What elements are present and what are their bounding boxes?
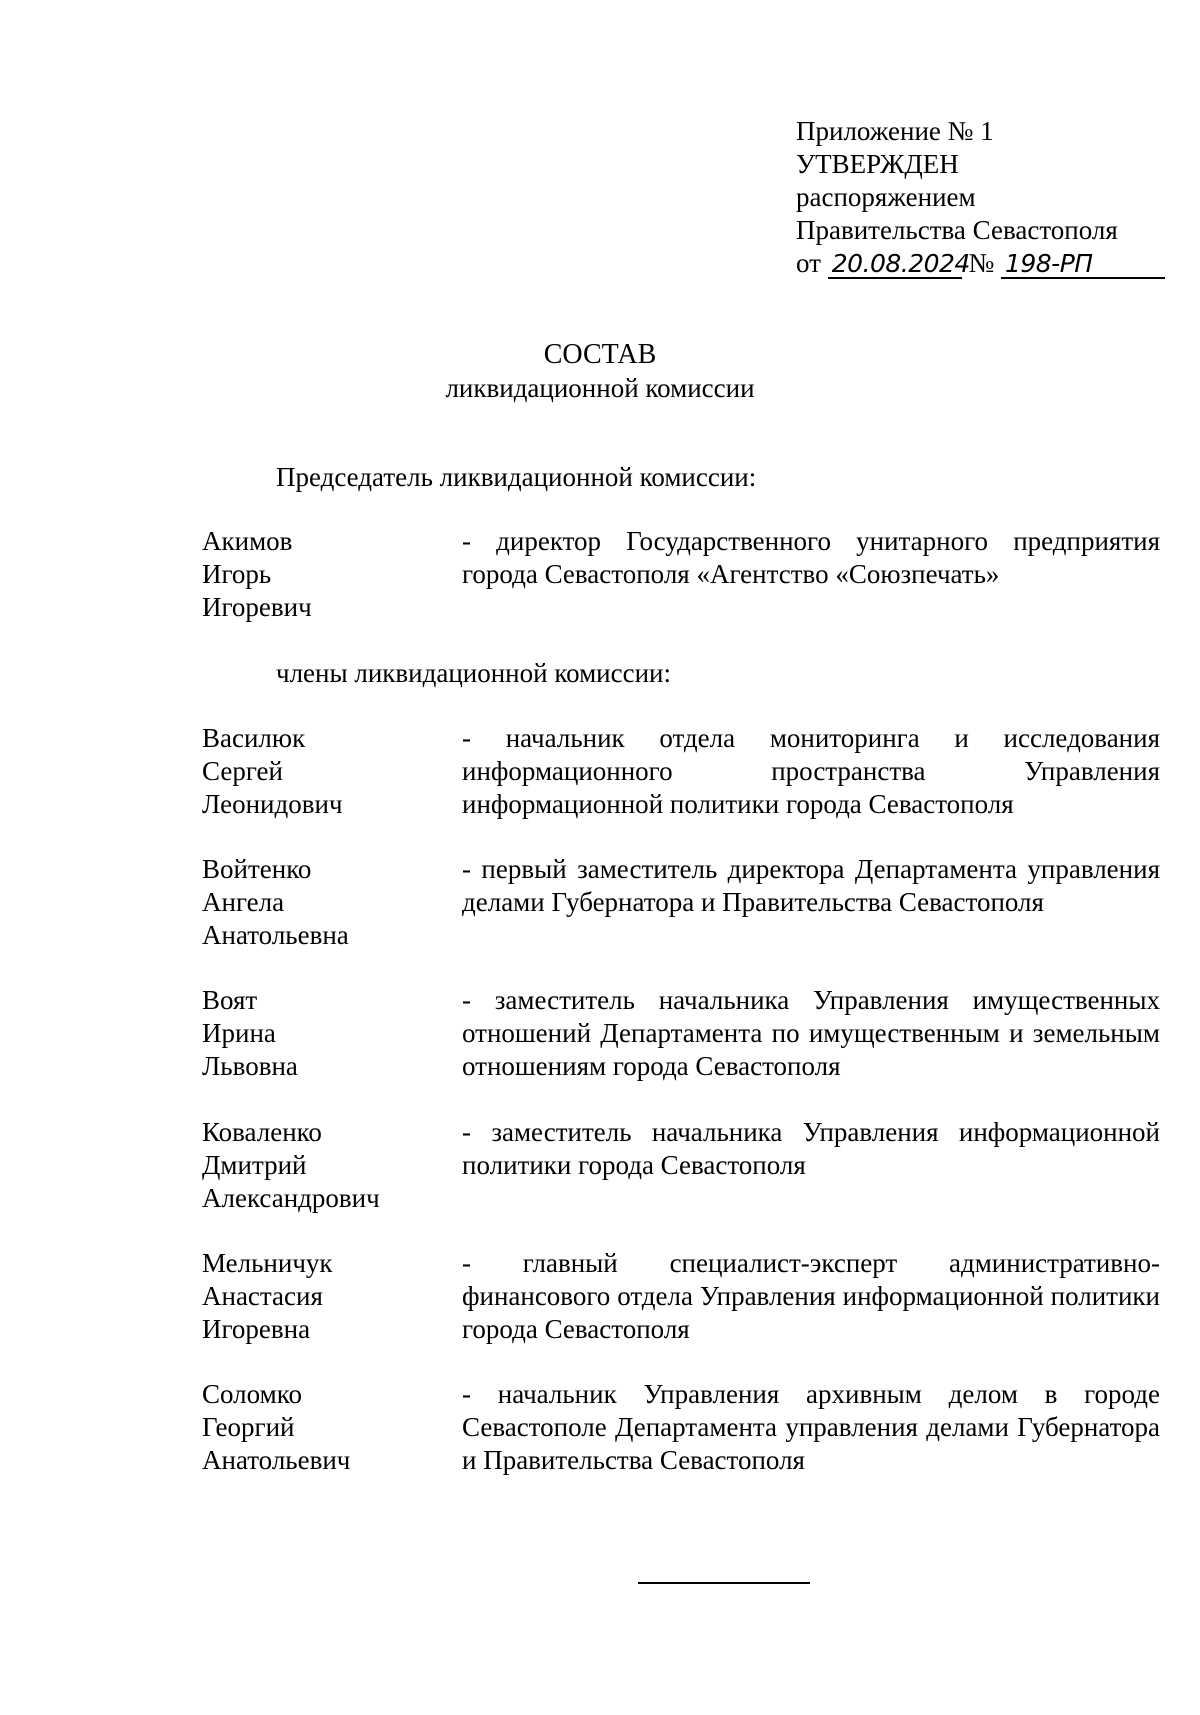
given-name: Георгий [202,1412,295,1442]
chairman-heading: Председатель ликвидационной комиссии: [276,462,757,492]
patronymic: Анатольевич [202,1445,351,1475]
position-description: - главный специалист-эксперт административно-финансового отдела Управления информационной политики города Севастополя [462,1248,1160,1344]
surname: Соломко [202,1379,302,1409]
patronymic: Анатольевна [202,920,349,950]
surname: Коваленко [202,1117,322,1147]
given-name: Дмитрий [202,1150,307,1180]
person-name [202,722,442,821]
approved-label: УТВЕРЖДЕН [796,149,959,179]
position-description: - директор Государственного унитарного предприятия города Севастополя «Агентство «Союзпечать» [462,526,1160,589]
position-description: - первый заместитель директора Департамента управления делами Губернатора и Правительства Севастополя [462,854,1160,917]
order-label: распоряжением [796,182,976,212]
given-name: Ангела [202,887,285,917]
person-name [202,984,442,1083]
date-number-line [796,247,1176,280]
patronymic: Александрович [202,1183,380,1213]
person-name [202,1378,442,1477]
title-sub: ликвидационной комиссии [445,373,755,403]
date-prefix: от [796,248,821,278]
members-heading: члены ликвидационной комиссии: [276,658,671,688]
title-main: СОСТАВ [543,339,657,370]
given-name: Ирина [202,1018,276,1048]
patronymic: Игоревна [202,1314,311,1344]
patronymic: Игоревич [202,592,312,622]
person-name [202,1116,442,1215]
handwritten-date: 20.08.2024 [828,251,962,279]
given-name: Анастасия [202,1281,323,1311]
given-name: Игорь [202,559,272,589]
patronymic: Львовна [202,1051,298,1081]
appendix-label: Приложение № 1 [796,116,994,146]
position-description: - начальник Управления архивным делом в городе Севастополе Департамента управления делами Губернатора и Правительства Севастополя [462,1379,1160,1475]
position-description: - заместитель начальника Управления имущественных отношений Департамента по имущественным и земельным отношениям города Севастополя [462,985,1160,1081]
issuer-label: Правительства Севастополя [796,215,1118,245]
position-description: - заместитель начальника Управления информационной политики города Севастополя [462,1117,1160,1180]
surname: Мельничук [202,1248,333,1278]
surname: Войтенко [202,854,312,884]
end-separator-line [638,1582,810,1584]
handwritten-number: 198-РП [1001,251,1165,279]
approval-block [796,115,1176,280]
number-prefix: № [968,248,995,278]
given-name: Сергей [202,756,283,786]
person-name [202,1247,442,1346]
patronymic: Леонидович [202,789,343,819]
document-title [0,338,1200,405]
person-name [202,853,442,952]
surname: Василюк [202,723,306,753]
surname: Воят [202,985,258,1015]
position-description: - начальник отдела мониторинга и исследования информационного пространства Управления информационной политики города Севастополя [462,723,1160,819]
person-name [202,525,442,624]
surname: Акимов [202,526,293,556]
